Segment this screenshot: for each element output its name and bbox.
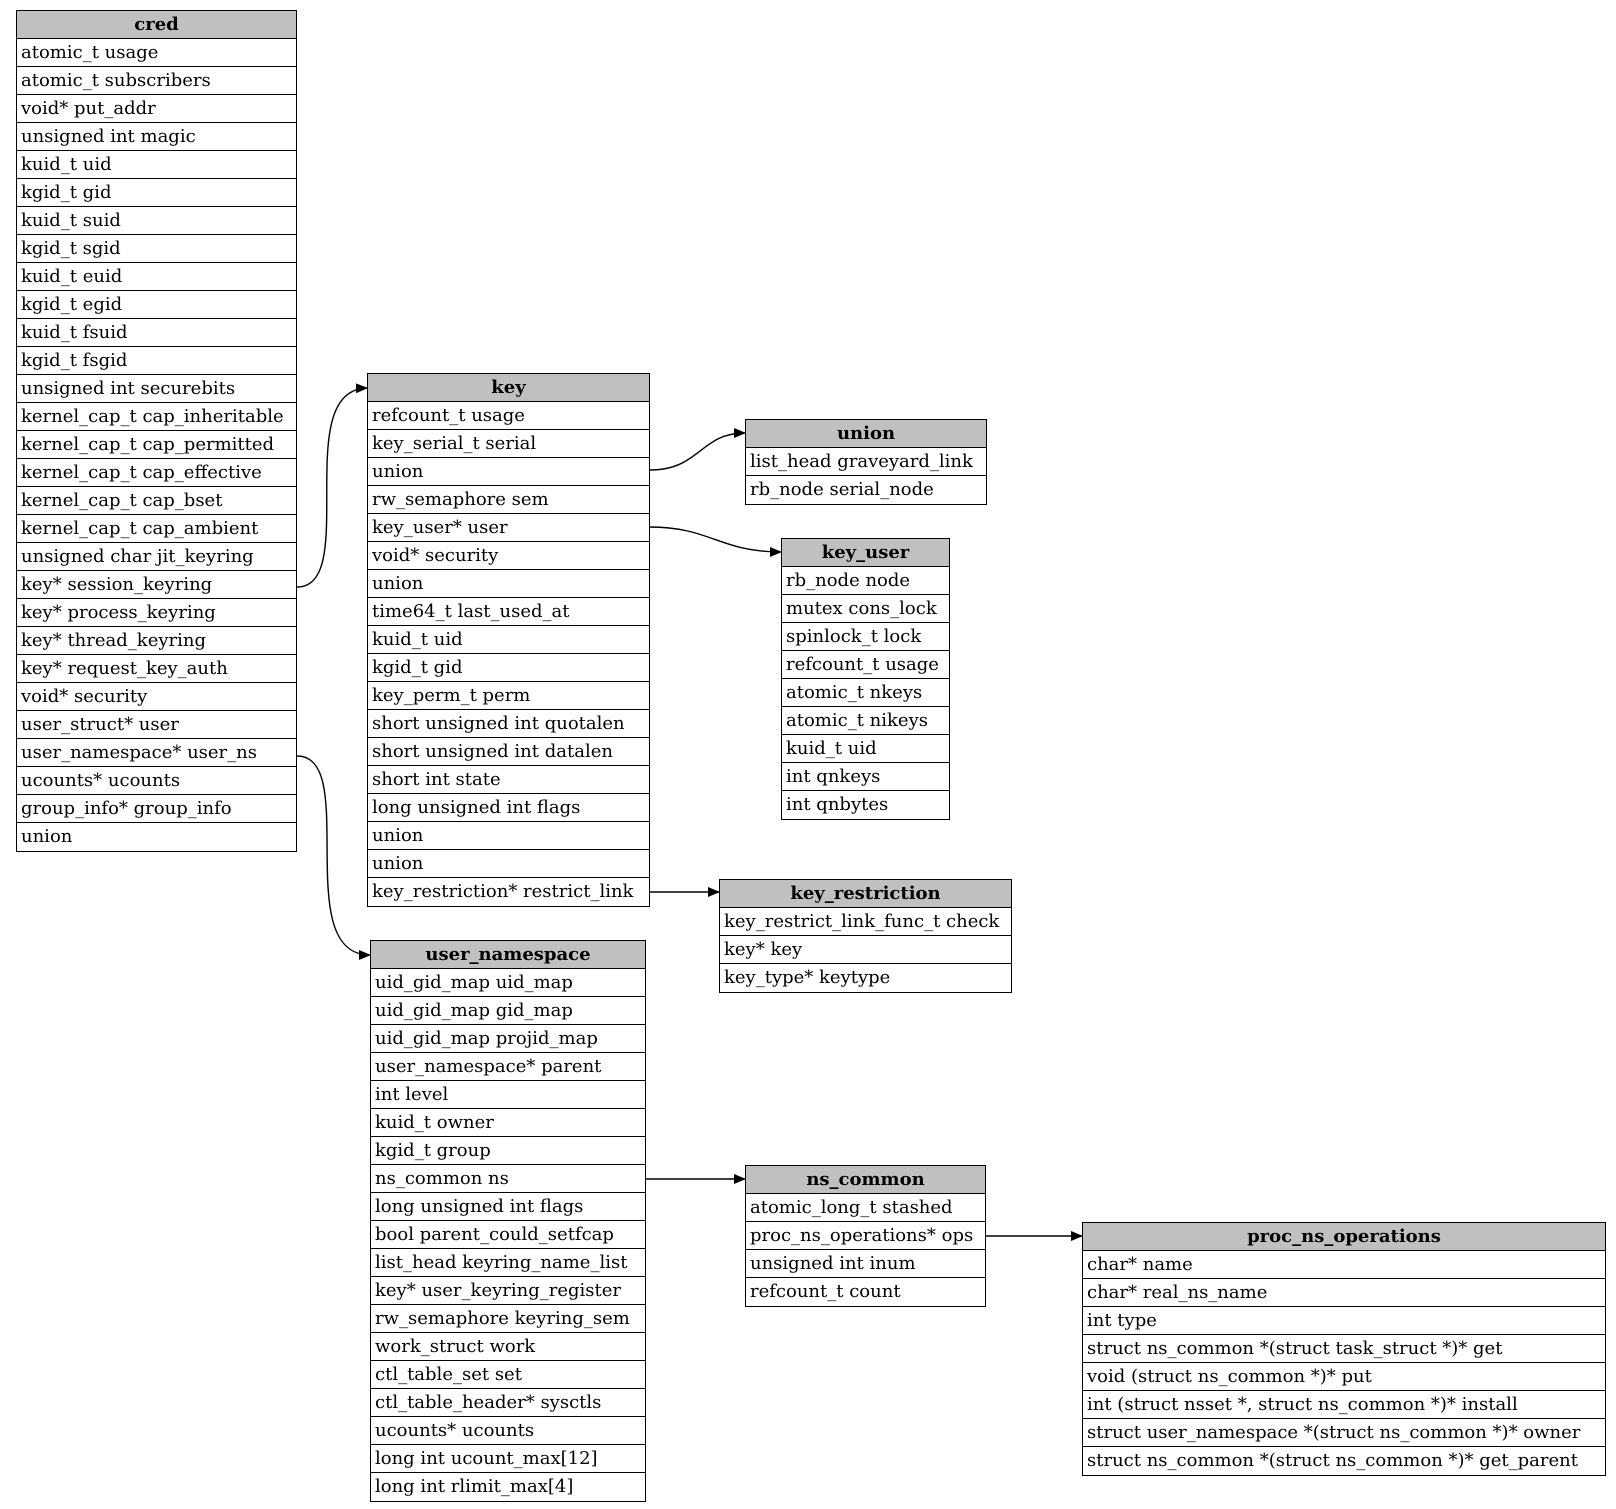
struct-field: rw_semaphore keyring_sem <box>371 1305 645 1333</box>
struct-ns-common <box>745 1165 986 1307</box>
struct-key <box>367 373 650 907</box>
struct-field: kuid_t fsuid <box>17 319 296 347</box>
edge-cred-session-keyring-to-key <box>297 388 367 587</box>
struct-title: ns_common <box>746 1166 985 1194</box>
struct-field: key* session_keyring <box>17 571 296 599</box>
struct-field: kgid_t sgid <box>17 235 296 263</box>
struct-field: kuid_t suid <box>17 207 296 235</box>
struct-field: void* security <box>17 683 296 711</box>
struct-field: key* process_keyring <box>17 599 296 627</box>
struct-field: union <box>368 850 649 878</box>
struct-field: list_head graveyard_link <box>746 448 986 476</box>
struct-cred <box>16 10 297 852</box>
struct-field: kernel_cap_t cap_effective <box>17 459 296 487</box>
edge-cred-user-ns-to-user-namespace <box>297 756 370 955</box>
struct-field: ctl_table_header* sysctls <box>371 1389 645 1417</box>
struct-field: uid_gid_map gid_map <box>371 997 645 1025</box>
struct-field: kernel_cap_t cap_ambient <box>17 515 296 543</box>
struct-field: unsigned int securebits <box>17 375 296 403</box>
struct-title: union <box>746 420 986 448</box>
struct-field: list_head keyring_name_list <box>371 1249 645 1277</box>
struct-field: long unsigned int flags <box>368 794 649 822</box>
field-list <box>368 402 649 906</box>
struct-field: ctl_table_set set <box>371 1361 645 1389</box>
struct-field: refcount_t count <box>750 1281 901 1302</box>
struct-title: user_namespace <box>371 941 645 969</box>
struct-field: unsigned int magic <box>17 123 296 151</box>
struct-field: struct user_namespace *(struct ns_common *)* owner <box>1083 1419 1605 1447</box>
struct-field: key_perm_t perm <box>368 682 649 710</box>
struct-field: char* name <box>1083 1251 1605 1279</box>
struct-field: int (struct nsset *, struct ns_common *)* install <box>1083 1391 1605 1419</box>
struct-field: kgid_t gid <box>368 654 649 682</box>
field-list <box>17 39 296 851</box>
struct-field: key* thread_keyring <box>17 627 296 655</box>
struct-field: atomic_t usage <box>17 39 296 67</box>
struct-field: union <box>21 826 73 847</box>
struct-field: kuid_t uid <box>782 735 949 763</box>
struct-title: key <box>368 374 649 402</box>
struct-field: kernel_cap_t cap_permitted <box>17 431 296 459</box>
struct-field: short int state <box>368 766 649 794</box>
struct-field: bool parent_could_setfcap <box>371 1221 645 1249</box>
struct-field: short unsigned int datalen <box>368 738 649 766</box>
struct-field: struct ns_common *(struct ns_common *)* get_parent <box>1087 1450 1578 1471</box>
struct-field: rw_semaphore sem <box>368 486 649 514</box>
struct-field: refcount_t usage <box>782 651 949 679</box>
struct-field: struct ns_common *(struct task_struct *)* get <box>1083 1335 1605 1363</box>
struct-field: work_struct work <box>371 1333 645 1361</box>
struct-field: kgid_t gid <box>17 179 296 207</box>
struct-key-user <box>781 538 950 820</box>
struct-field: long unsigned int flags <box>371 1193 645 1221</box>
struct-field: key_user* user <box>368 514 649 542</box>
struct-field: union <box>368 570 649 598</box>
struct-field: kuid_t owner <box>371 1109 645 1137</box>
field-list <box>720 908 1011 992</box>
struct-field: rb_node node <box>782 567 949 595</box>
struct-field: spinlock_t lock <box>782 623 949 651</box>
struct-field: ucounts* ucounts <box>17 767 296 795</box>
struct-field: kgid_t fsgid <box>17 347 296 375</box>
struct-field: unsigned char jit_keyring <box>17 543 296 571</box>
struct-title: key_user <box>782 539 949 567</box>
struct-field: int qnkeys <box>782 763 949 791</box>
struct-field: int level <box>371 1081 645 1109</box>
struct-field: time64_t last_used_at <box>368 598 649 626</box>
struct-field: user_struct* user <box>17 711 296 739</box>
edge-key-union-to-union <box>650 433 745 470</box>
field-list <box>1083 1251 1605 1475</box>
edge-key-user-to-key-user <box>650 527 781 552</box>
struct-key-restriction <box>719 879 1012 993</box>
struct-field: void* put_addr <box>17 95 296 123</box>
struct-field: group_info* group_info <box>17 795 296 823</box>
struct-field: uid_gid_map uid_map <box>371 969 645 997</box>
struct-field: atomic_t subscribers <box>17 67 296 95</box>
struct-field: unsigned int inum <box>746 1250 985 1278</box>
struct-field: atomic_long_t stashed <box>746 1194 985 1222</box>
struct-field: key* user_keyring_register <box>371 1277 645 1305</box>
struct-field: kuid_t uid <box>17 151 296 179</box>
struct-field: union <box>368 822 649 850</box>
struct-field: short unsigned int quotalen <box>368 710 649 738</box>
struct-field: mutex cons_lock <box>782 595 949 623</box>
struct-proc-ns-operations <box>1082 1222 1606 1476</box>
struct-field: kgid_t egid <box>17 291 296 319</box>
struct-user-namespace <box>370 940 646 1502</box>
struct-field: key_restriction* restrict_link <box>372 881 634 902</box>
struct-field: key_restrict_link_func_t check <box>720 908 1011 936</box>
struct-field: ucounts* ucounts <box>371 1417 645 1445</box>
struct-field: user_namespace* user_ns <box>17 739 296 767</box>
struct-field: key_type* keytype <box>724 967 891 988</box>
struct-field: void (struct ns_common *)* put <box>1083 1363 1605 1391</box>
struct-field: char* real_ns_name <box>1083 1279 1605 1307</box>
struct-field: key_serial_t serial <box>368 430 649 458</box>
struct-field: long int ucount_max[12] <box>371 1445 645 1473</box>
field-list <box>371 969 645 1501</box>
struct-field: refcount_t usage <box>368 402 649 430</box>
struct-field: key* key <box>720 936 1011 964</box>
struct-field: int qnbytes <box>786 794 889 815</box>
struct-field: kuid_t euid <box>17 263 296 291</box>
struct-field: long int rlimit_max[4] <box>375 1476 574 1497</box>
struct-field: union <box>368 458 649 486</box>
struct-field: ns_common ns <box>371 1165 645 1193</box>
struct-field: int type <box>1083 1307 1605 1335</box>
field-list <box>782 567 949 819</box>
struct-title: key_restriction <box>720 880 1011 908</box>
field-list <box>746 448 986 504</box>
struct-union <box>745 419 987 505</box>
struct-title: proc_ns_operations <box>1083 1223 1605 1251</box>
struct-field: kgid_t group <box>371 1137 645 1165</box>
struct-field: kuid_t uid <box>368 626 649 654</box>
struct-field: proc_ns_operations* ops <box>746 1222 985 1250</box>
struct-field: kernel_cap_t cap_bset <box>17 487 296 515</box>
struct-field: rb_node serial_node <box>750 479 934 500</box>
struct-field: kernel_cap_t cap_inheritable <box>17 403 296 431</box>
struct-field: uid_gid_map projid_map <box>371 1025 645 1053</box>
struct-title: cred <box>17 11 296 39</box>
struct-field: key* request_key_auth <box>17 655 296 683</box>
field-list <box>746 1194 985 1306</box>
struct-field: atomic_t nkeys <box>782 679 949 707</box>
struct-field: user_namespace* parent <box>371 1053 645 1081</box>
struct-field: void* security <box>368 542 649 570</box>
struct-field: atomic_t nikeys <box>782 707 949 735</box>
